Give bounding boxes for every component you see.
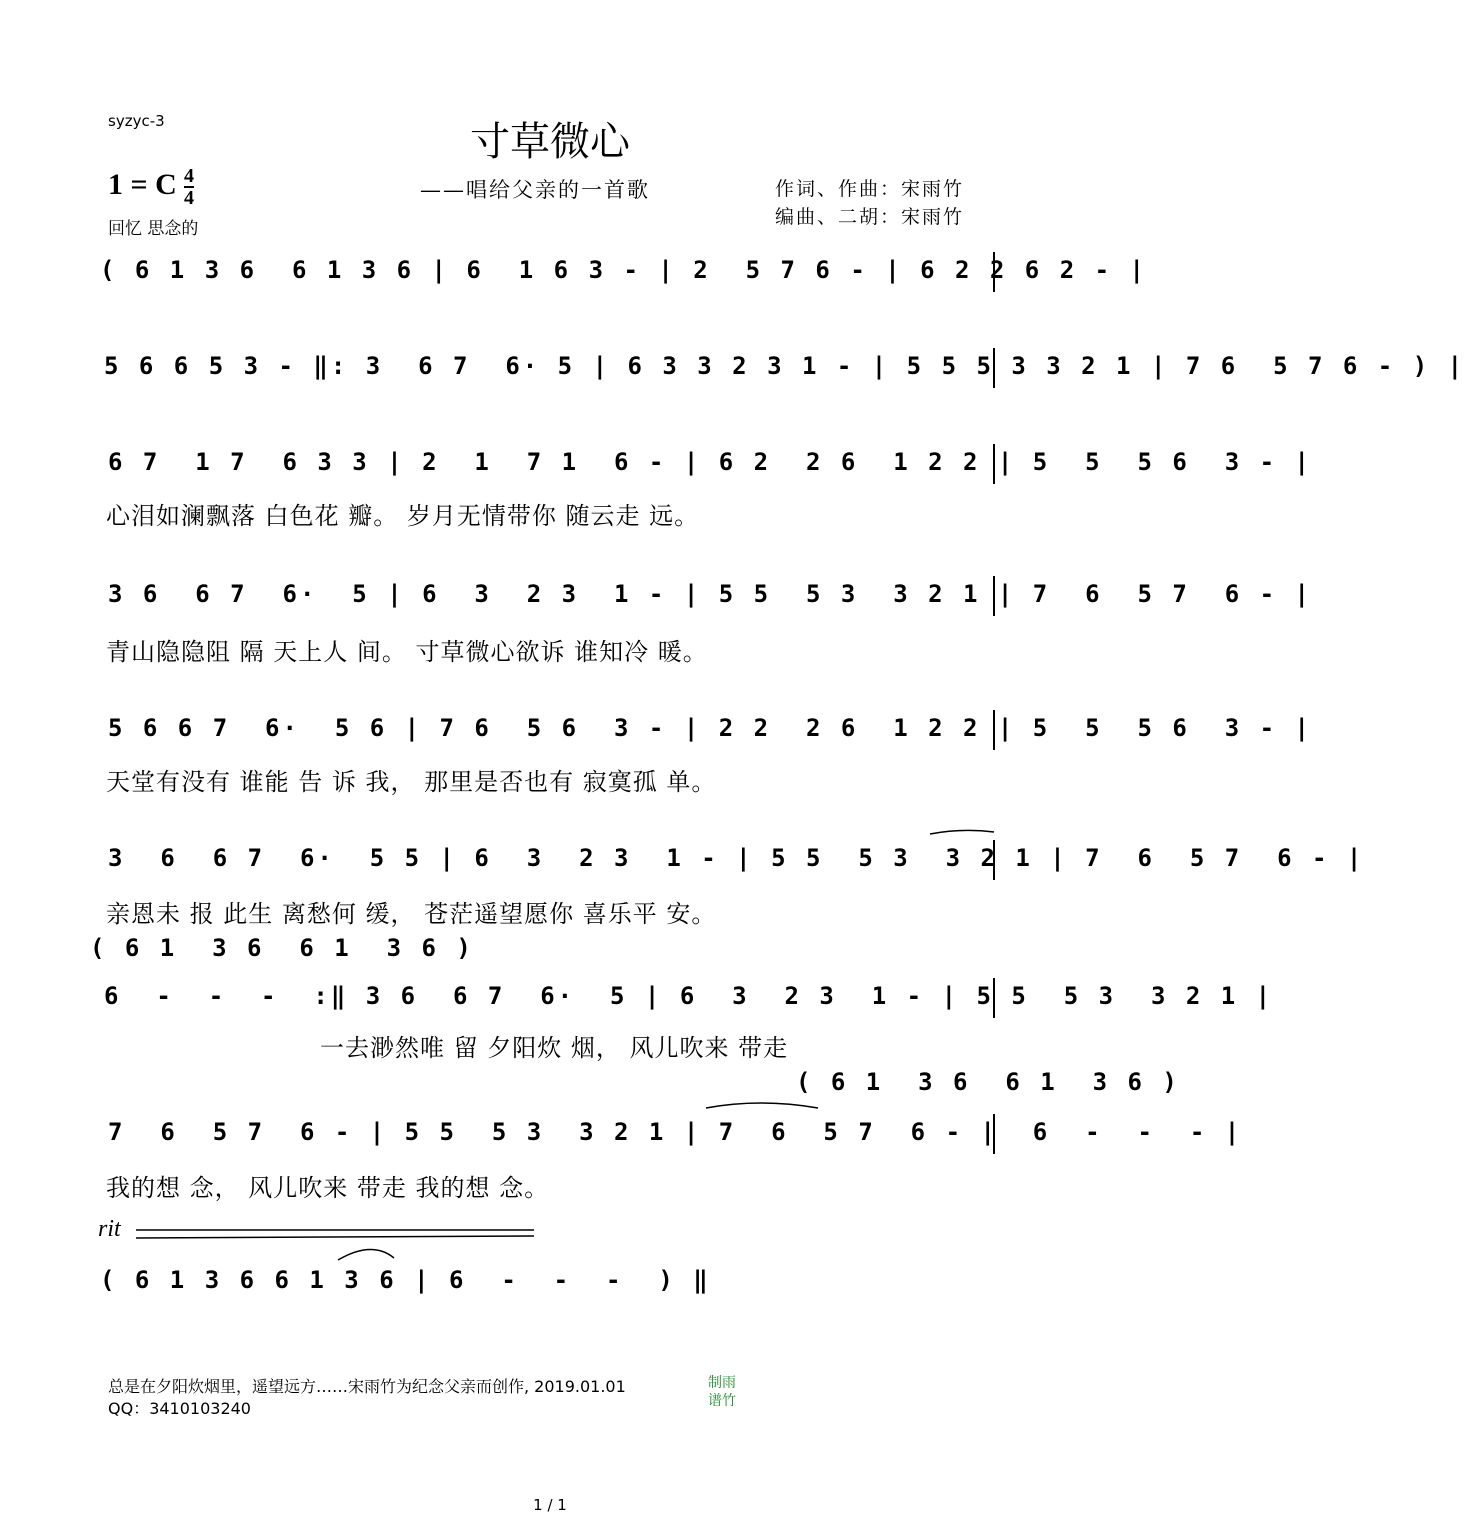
score-code: syzyc-3 [108,112,165,130]
credit-composer: 作词、作曲：宋雨竹 [775,178,965,200]
page-number: 1 / 1 [533,1496,567,1514]
score-row-4-notes: 3 6 6 7 6· 5 | 6 3 2 3 1 - | 5 5 5 3 3 2 1 | 7 6 5 7 6 - | [108,580,1312,608]
score-row-2-notes: 5 6 6 5 3 - ‖: 3 6 7 6· 5 | 6 3 3 2 3 1 - | 5 5 5 3 3 2 1 | 7 6 5 7 6 - ) | [104,352,1465,380]
lyric-row-3: 心泪如澜飘落 白色花 瓣。 岁月无情带你 随云走 远。 [106,502,700,530]
lyric-row-6: 亲恩未 报 此生 离愁何 缓， 苍茫遥望愿你 喜乐平 安。 [106,900,717,928]
score-row-9-notes: ( 6 1 3 6 6 1 3 6 | 6 - - - ) ‖ [100,1266,711,1294]
interlude-above-row-7: ( 6 1 3 6 6 1 3 6 ) [90,934,474,962]
ritardando-mark: rit [98,1216,121,1242]
score-row-6-notes: 3 6 6 7 6· 5 5 | 6 3 2 3 1 - | 5 5 5 3 3 2 1 | 7 6 5 7 6 - | [108,844,1365,872]
score-row-7-notes: 6 - - - :‖ 3 6 6 7 6· 5 | 6 3 2 3 1 - | 5 5 5 3 3 2 1 | [104,982,1274,1010]
lyric-row-4: 青山隐隐阻 隔 天上人 间。 寸草微心欲诉 谁知冷 暖。 [106,638,708,666]
score-row-3-notes: 6 7 1 7 6 3 3 | 2 1 7 1 6 - | 6 2 2 6 1 2 2 | 5 5 5 6 3 - | [108,448,1312,476]
lyric-row-7: 一去渺然唯 留 夕阳炊 烟， 风儿吹来 带走 [320,1034,789,1062]
footer-line-1: 总是在夕阳炊烟里，遥望远方……宋雨竹为纪念父亲而创作, 2019.01.01 [108,1377,626,1396]
interlude-above-row-8: ( 6 1 3 6 6 1 3 6 ) [796,1068,1180,1096]
page-title: 寸草微心 [470,119,630,165]
expression-mark: 回忆 思念的 [108,219,199,239]
time-bottom: 4 [184,187,194,209]
time-signature [184,166,194,208]
subtitle: ——唱给父亲的一首歌 [420,178,650,202]
footer-line-2: QQ：3410103240 [108,1399,251,1418]
key-signature: 1 = C [108,168,177,201]
publisher-stamp: 制雨谱竹 [708,1375,736,1409]
rit-line [130,1226,540,1242]
credit-arranger: 编曲、二胡：宋雨竹 [775,206,965,228]
score-row-8-notes: 7 6 5 7 6 - | 5 5 5 3 3 2 1 | 7 6 5 7 6 - | 6 - - - | [108,1118,1243,1146]
score-row-1-notes: ( 6 1 3 6 6 1 3 6 | 6 1 6 3 - | 2 5 7 6 - | 6 2 2 6 2 - | [100,256,1147,284]
score-row-5-notes: 5 6 6 7 6· 5 6 | 7 6 5 6 3 - | 2 2 2 6 1 2 2 | 5 5 5 6 3 - | [108,714,1312,742]
lyric-row-5: 天堂有没有 谁能 告 诉 我， 那里是否也有 寂寞孤 单。 [106,768,717,796]
time-top: 4 [184,165,194,187]
lyric-row-8: 我的想 念， 风儿吹来 带走 我的想 念。 [106,1174,550,1202]
footer-note [108,1376,626,1420]
